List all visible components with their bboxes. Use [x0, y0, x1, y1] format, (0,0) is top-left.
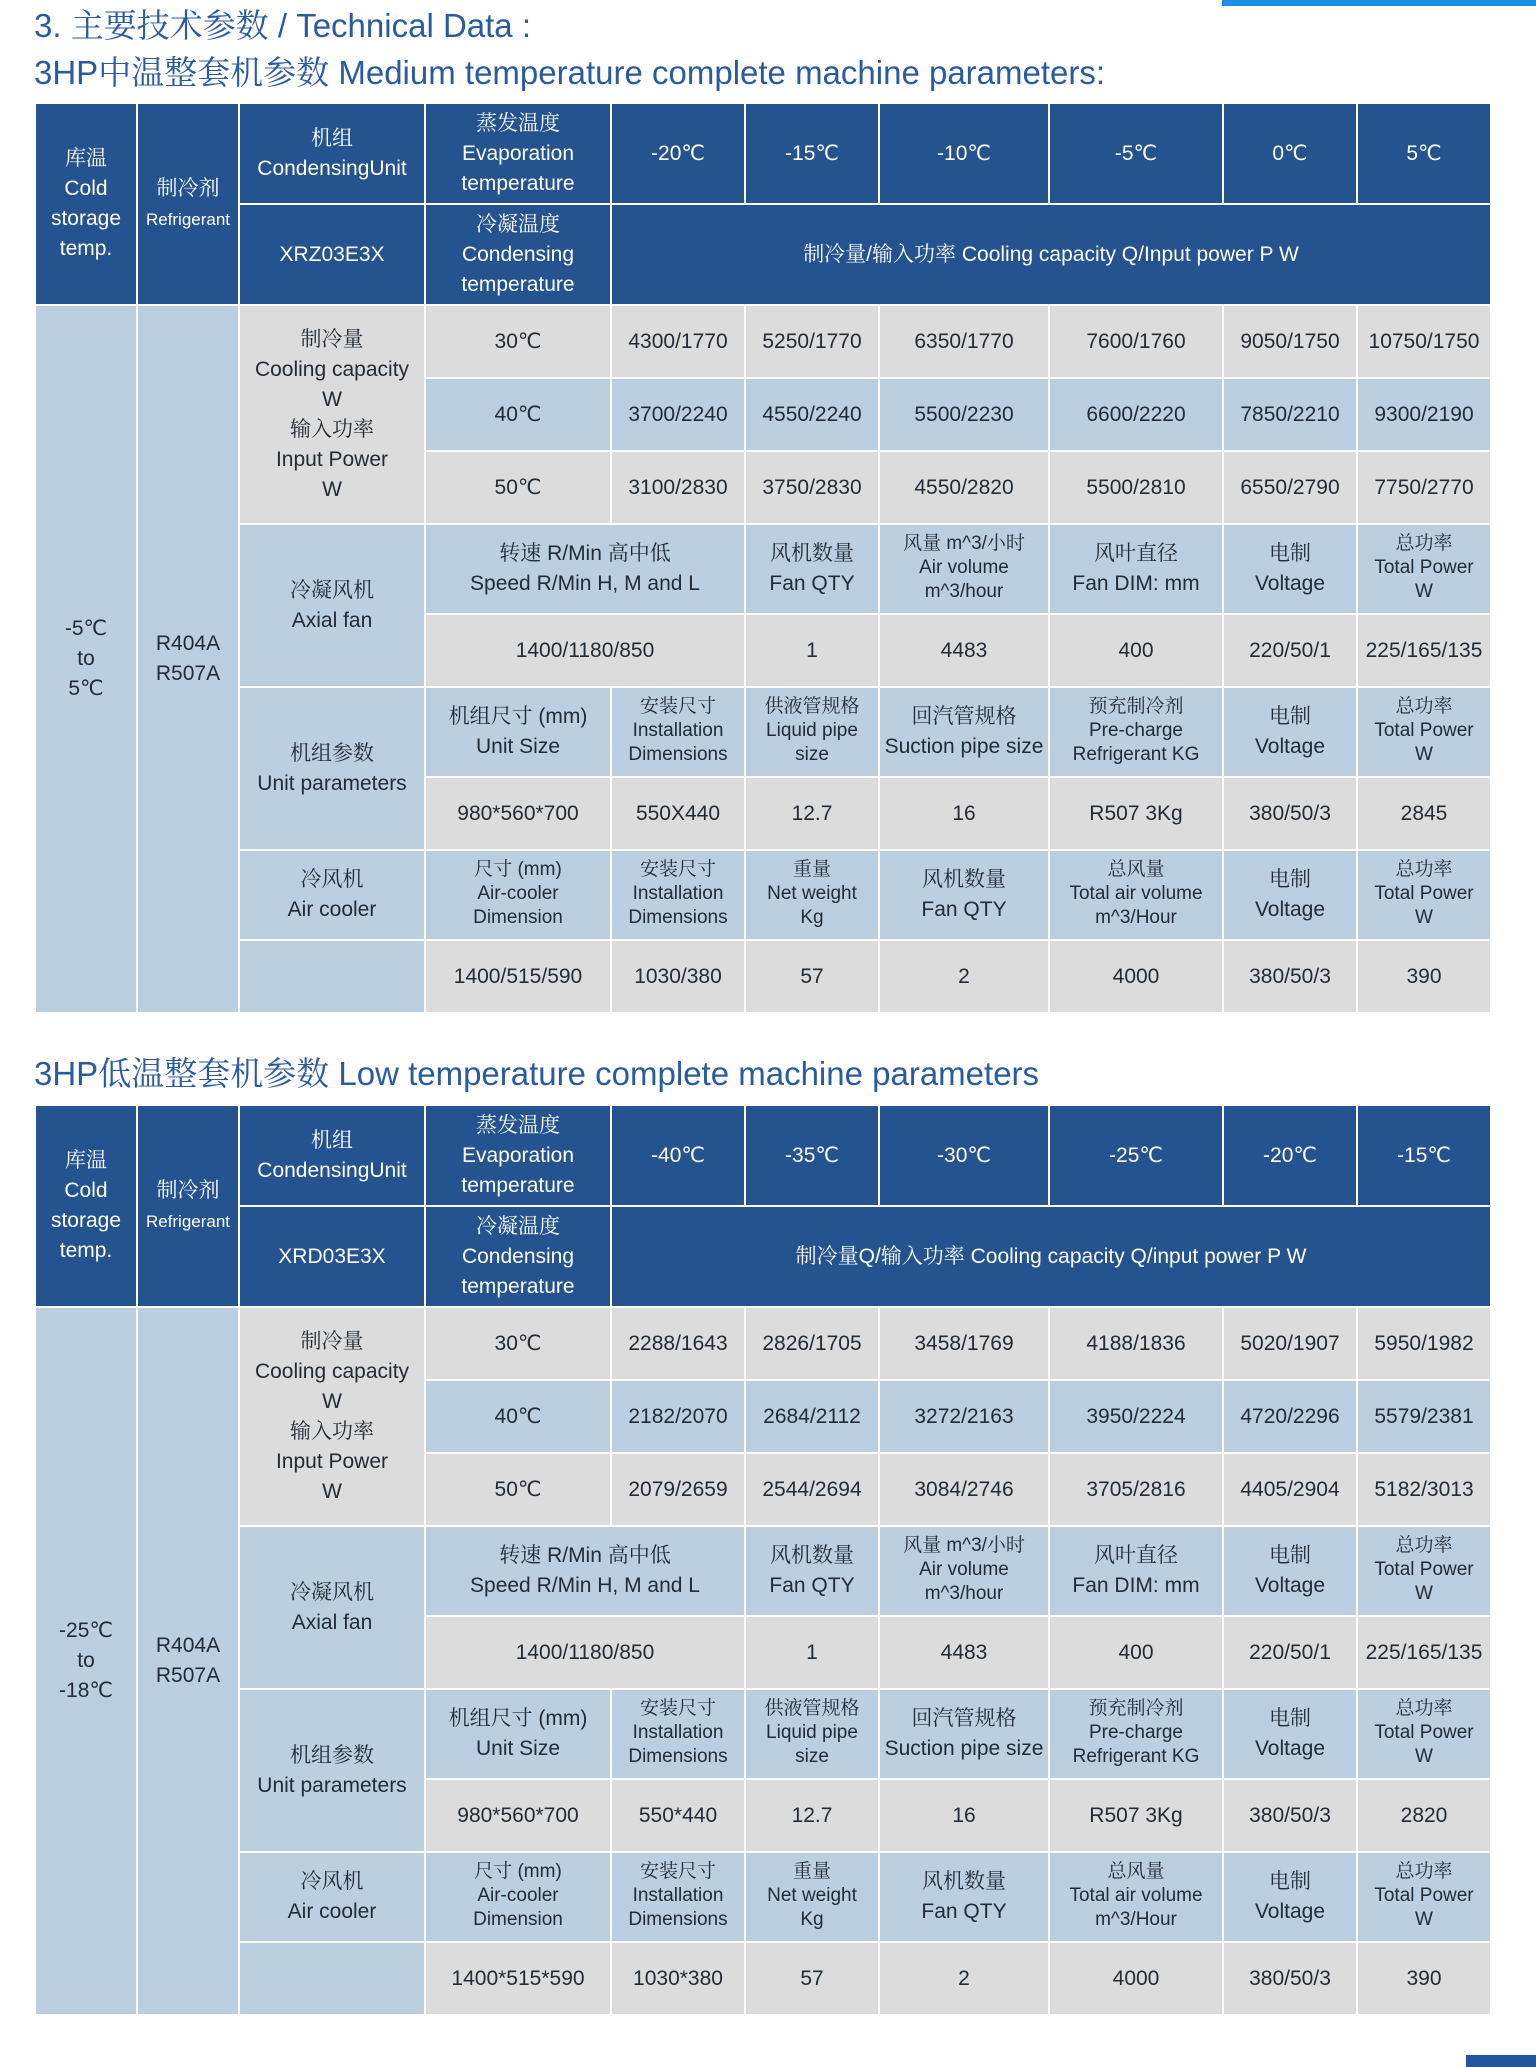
suction-pipe-value: 16 [879, 777, 1049, 850]
header-row-2 [35, 204, 1491, 305]
capacity-cell: 6350/1770 [879, 305, 1049, 378]
axial-fan-label: 冷凝风机 Axial fan [239, 1526, 425, 1689]
cooler-dimension-label: 尺寸 (mm) Air-cooler Dimension [425, 850, 611, 940]
capacity-cell: 3458/1769 [879, 1307, 1049, 1380]
installation-label: 安装尺寸 Installation Dimensions [611, 1689, 745, 1779]
cooler-dimension-value: 1400*515*590 [425, 1942, 611, 2015]
total-air-volume-label: 总风量 Total air volume m^3/Hour [1049, 1852, 1223, 1942]
suction-pipe-value: 16 [879, 1779, 1049, 1852]
capacity-cell: 6550/2790 [1223, 451, 1357, 524]
capacity-cell: 4300/1770 [611, 305, 745, 378]
installation-label: 安装尺寸 Installation Dimensions [611, 850, 745, 940]
installation-value: 550X440 [611, 777, 745, 850]
capacity-cell: 5500/2230 [879, 378, 1049, 451]
model-cell: XRZ03E3X [239, 204, 425, 305]
liquid-pipe-label: 供液管规格 Liquid pipe size [745, 1689, 879, 1779]
capacity-cell: 2684/2112 [745, 1380, 879, 1453]
total-air-volume-value: 4000 [1049, 940, 1223, 1013]
fan-dim-label: 风叶直径 Fan DIM: mm [1049, 1526, 1223, 1616]
voltage-value: 380/50/3 [1223, 940, 1357, 1013]
unit-size-value: 980*560*700 [425, 1779, 611, 1852]
fan-dim-value: 400 [1049, 614, 1223, 687]
fan-speed-label: 转速 R/Min 高中低 Speed R/Min H, M and L [425, 1526, 745, 1616]
total-power-value: 225/165/135 [1357, 1616, 1491, 1689]
total-power-label: 总功率 Total Power W [1357, 687, 1491, 777]
refrigerant-cell: R404A R507A [137, 1307, 239, 2015]
evap-temp-cell: -5℃ [1049, 103, 1223, 204]
refrigerant-header: 制冷剂 Refrigerant [137, 1105, 239, 1307]
fan-qty-value: 2 [879, 940, 1049, 1013]
table-title: 3HP低温整套机参数 Low temperature complete machine parameters [34, 1055, 1040, 1092]
cooler-value-row [35, 940, 1491, 1013]
model-cell: XRD03E3X [239, 1206, 425, 1307]
fan-qty-value: 1 [745, 614, 879, 687]
table-title: 3HP中温整套机参数 Medium temperature complete machine parameters: [34, 54, 1106, 91]
net-weight-value: 57 [745, 1942, 879, 2015]
cooler-dimension-value: 1400/515/590 [425, 940, 611, 1013]
condensing-unit-header: 机组 CondensingUnit [239, 1105, 425, 1206]
total-power-label: 总功率 Total Power W [1357, 850, 1491, 940]
liquid-pipe-value: 12.7 [745, 777, 879, 850]
axial-fan-label: 冷凝风机 Axial fan [239, 524, 425, 687]
suction-pipe-label: 回汽管规格 Suction pipe size [879, 1689, 1049, 1779]
voltage-label: 电制 Voltage [1223, 1526, 1357, 1616]
header-row [35, 103, 1491, 204]
header-row-2 [35, 1206, 1491, 1307]
voltage-label: 电制 Voltage [1223, 850, 1357, 940]
evap-temp-cell: -20℃ [1223, 1105, 1357, 1206]
evap-temp-cell: -25℃ [1049, 1105, 1223, 1206]
fan-speed-label: 转速 R/Min 高中低 Speed R/Min H, M and L [425, 524, 745, 614]
net-weight-label: 重量 Net weight Kg [745, 1852, 879, 1942]
evap-temp-cell: -30℃ [879, 1105, 1049, 1206]
unit-parameters-label: 机组参数 Unit parameters [239, 687, 425, 850]
fan-label-row [35, 524, 1491, 614]
total-air-volume-label: 总风量 Total air volume m^3/Hour [1049, 850, 1223, 940]
condensing-temp-cell: 50℃ [425, 1453, 611, 1526]
fan-qty-label: 风机数量 Fan QTY [879, 850, 1049, 940]
capacity-cell: 2544/2694 [745, 1453, 879, 1526]
liquid-pipe-value: 12.7 [745, 1779, 879, 1852]
empty-cell [239, 940, 425, 1013]
fan-qty-label: 风机数量 Fan QTY [745, 1526, 879, 1616]
temp-range-cell: -5℃ to 5℃ [35, 305, 137, 1013]
unit-parameters-label: 机组参数 Unit parameters [239, 1689, 425, 1852]
air-volume-label: 风量 m^3/小时 Air volume m^3/hour [879, 1526, 1049, 1616]
cold-storage-header: 库温 Cold storage temp. [35, 103, 137, 305]
refrigerant-header: 制冷剂 Refrigerant [137, 103, 239, 305]
evap-temp-cell: 0℃ [1223, 103, 1357, 204]
fan-dim-value: 400 [1049, 1616, 1223, 1689]
total-power-label: 总功率 Total Power W [1357, 1526, 1491, 1616]
capacity-label: 制冷量 Cooling capacity W 输入功率 Input Power W [239, 1307, 425, 1526]
unit-label-row [35, 1689, 1491, 1779]
capacity-caption: 制冷量Q/输入功率 Cooling capacity Q/input power P W [611, 1206, 1491, 1307]
total-power-label: 总功率 Total Power W [1357, 524, 1491, 614]
condensing-temp-header: 冷凝温度 Condensing temperature [425, 204, 611, 305]
capacity-cell: 3705/2816 [1049, 1453, 1223, 1526]
spec-table [34, 1104, 1492, 2016]
unit-label-row [35, 687, 1491, 777]
voltage-value: 380/50/3 [1223, 1779, 1357, 1852]
voltage-label: 电制 Voltage [1223, 1852, 1357, 1942]
capacity-cell: 9050/1750 [1223, 305, 1357, 378]
condensing-temp-cell: 30℃ [425, 1307, 611, 1380]
fan-dim-label: 风叶直径 Fan DIM: mm [1049, 524, 1223, 614]
capacity-cell: 10750/1750 [1357, 305, 1491, 378]
capacity-cell: 3750/2830 [745, 451, 879, 524]
spec-table [34, 102, 1492, 1014]
capacity-cell: 4188/1836 [1049, 1307, 1223, 1380]
air-volume-value: 4483 [879, 1616, 1049, 1689]
capacity-cell: 7750/2770 [1357, 451, 1491, 524]
capacity-cell: 4550/2240 [745, 378, 879, 451]
capacity-cell: 5579/2381 [1357, 1380, 1491, 1453]
capacity-cell: 9300/2190 [1357, 378, 1491, 451]
top-accent-bar [1222, 0, 1536, 6]
voltage-value: 220/50/1 [1223, 614, 1357, 687]
evap-temp-cell: 5℃ [1357, 103, 1491, 204]
capacity-cell: 6600/2220 [1049, 378, 1223, 451]
header-row [35, 1105, 1491, 1206]
total-power-value: 2845 [1357, 777, 1491, 850]
cold-storage-header: 库温 Cold storage temp. [35, 1105, 137, 1307]
section-title: 3. 主要技术参数 / Technical Data : [34, 7, 531, 44]
bottom-accent-bar [1466, 2055, 1536, 2067]
capacity-cell: 5250/1770 [745, 305, 879, 378]
evap-temp-cell: -15℃ [745, 103, 879, 204]
installation-value: 1030/380 [611, 940, 745, 1013]
unit-size-value: 980*560*700 [425, 777, 611, 850]
capacity-cell: 4405/2904 [1223, 1453, 1357, 1526]
air-volume-value: 4483 [879, 614, 1049, 687]
capacity-label: 制冷量 Cooling capacity W 输入功率 Input Power W [239, 305, 425, 524]
voltage-value: 380/50/3 [1223, 1942, 1357, 2015]
condensing-temp-cell: 50℃ [425, 451, 611, 524]
cooler-dimension-label: 尺寸 (mm) Air-cooler Dimension [425, 1852, 611, 1942]
voltage-label: 电制 Voltage [1223, 524, 1357, 614]
fan-qty-value: 2 [879, 1942, 1049, 2015]
total-power-value: 2820 [1357, 1779, 1491, 1852]
evaporation-temp-header: 蒸发温度 Evaporation temperature [425, 1105, 611, 1206]
condensing-unit-header: 机组 CondensingUnit [239, 103, 425, 204]
evap-temp-cell: -35℃ [745, 1105, 879, 1206]
capacity-cell: 5182/3013 [1357, 1453, 1491, 1526]
fan-speed-value: 1400/1180/850 [425, 1616, 745, 1689]
capacity-cell: 5950/1982 [1357, 1307, 1491, 1380]
installation-label: 安装尺寸 Installation Dimensions [611, 1852, 745, 1942]
net-weight-label: 重量 Net weight Kg [745, 850, 879, 940]
precharge-value: R507 3Kg [1049, 777, 1223, 850]
capacity-row [35, 305, 1491, 378]
fan-qty-label: 风机数量 Fan QTY [879, 1852, 1049, 1942]
precharge-label: 预充制冷剂 Pre-charge Refrigerant KG [1049, 1689, 1223, 1779]
total-power-label: 总功率 Total Power W [1357, 1852, 1491, 1942]
cooler-label-row [35, 850, 1491, 940]
capacity-cell: 2826/1705 [745, 1307, 879, 1380]
capacity-cell: 4720/2296 [1223, 1380, 1357, 1453]
capacity-row [35, 1307, 1491, 1380]
air-cooler-label: 冷风机 Air cooler [239, 850, 425, 940]
condensing-temp-cell: 40℃ [425, 1380, 611, 1453]
voltage-label: 电制 Voltage [1223, 687, 1357, 777]
voltage-value: 380/50/3 [1223, 777, 1357, 850]
evap-temp-cell: -40℃ [611, 1105, 745, 1206]
cooler-label-row [35, 1852, 1491, 1942]
precharge-value: R507 3Kg [1049, 1779, 1223, 1852]
fan-label-row [35, 1526, 1491, 1616]
precharge-label: 预充制冷剂 Pre-charge Refrigerant KG [1049, 687, 1223, 777]
capacity-cell: 3272/2163 [879, 1380, 1049, 1453]
evap-temp-cell: -15℃ [1357, 1105, 1491, 1206]
capacity-cell: 5500/2810 [1049, 451, 1223, 524]
condensing-temp-header: 冷凝温度 Condensing temperature [425, 1206, 611, 1307]
total-air-volume-value: 4000 [1049, 1942, 1223, 2015]
unit-size-label: 机组尺寸 (mm) Unit Size [425, 687, 611, 777]
fan-qty-value: 1 [745, 1616, 879, 1689]
fan-qty-label: 风机数量 Fan QTY [745, 524, 879, 614]
empty-cell [239, 1942, 425, 2015]
capacity-cell: 3700/2240 [611, 378, 745, 451]
net-weight-value: 57 [745, 940, 879, 1013]
air-cooler-label: 冷风机 Air cooler [239, 1852, 425, 1942]
capacity-cell: 2079/2659 [611, 1453, 745, 1526]
capacity-cell: 5020/1907 [1223, 1307, 1357, 1380]
evap-temp-cell: -10℃ [879, 103, 1049, 204]
condensing-temp-cell: 30℃ [425, 305, 611, 378]
total-power-label: 总功率 Total Power W [1357, 1689, 1491, 1779]
voltage-label: 电制 Voltage [1223, 1689, 1357, 1779]
capacity-cell: 7600/1760 [1049, 305, 1223, 378]
fan-speed-value: 1400/1180/850 [425, 614, 745, 687]
capacity-cell: 2288/1643 [611, 1307, 745, 1380]
temp-range-cell: -25℃ to -18℃ [35, 1307, 137, 2015]
capacity-cell: 4550/2820 [879, 451, 1049, 524]
capacity-cell: 3950/2224 [1049, 1380, 1223, 1453]
total-power-value: 390 [1357, 940, 1491, 1013]
installation-label: 安装尺寸 Installation Dimensions [611, 687, 745, 777]
evaporation-temp-header: 蒸发温度 Evaporation temperature [425, 103, 611, 204]
capacity-cell: 3100/2830 [611, 451, 745, 524]
total-power-value: 225/165/135 [1357, 614, 1491, 687]
refrigerant-cell: R404A R507A [137, 305, 239, 1013]
cooler-value-row [35, 1942, 1491, 2015]
installation-value: 550*440 [611, 1779, 745, 1852]
liquid-pipe-label: 供液管规格 Liquid pipe size [745, 687, 879, 777]
evap-temp-cell: -20℃ [611, 103, 745, 204]
voltage-value: 220/50/1 [1223, 1616, 1357, 1689]
unit-size-label: 机组尺寸 (mm) Unit Size [425, 1689, 611, 1779]
installation-value: 1030*380 [611, 1942, 745, 2015]
condensing-temp-cell: 40℃ [425, 378, 611, 451]
capacity-caption: 制冷量/输入功率 Cooling capacity Q/Input power P W [611, 204, 1491, 305]
suction-pipe-label: 回汽管规格 Suction pipe size [879, 687, 1049, 777]
capacity-cell: 2182/2070 [611, 1380, 745, 1453]
capacity-cell: 3084/2746 [879, 1453, 1049, 1526]
capacity-cell: 7850/2210 [1223, 378, 1357, 451]
air-volume-label: 风量 m^3/小时 Air volume m^3/hour [879, 524, 1049, 614]
total-power-value: 390 [1357, 1942, 1491, 2015]
